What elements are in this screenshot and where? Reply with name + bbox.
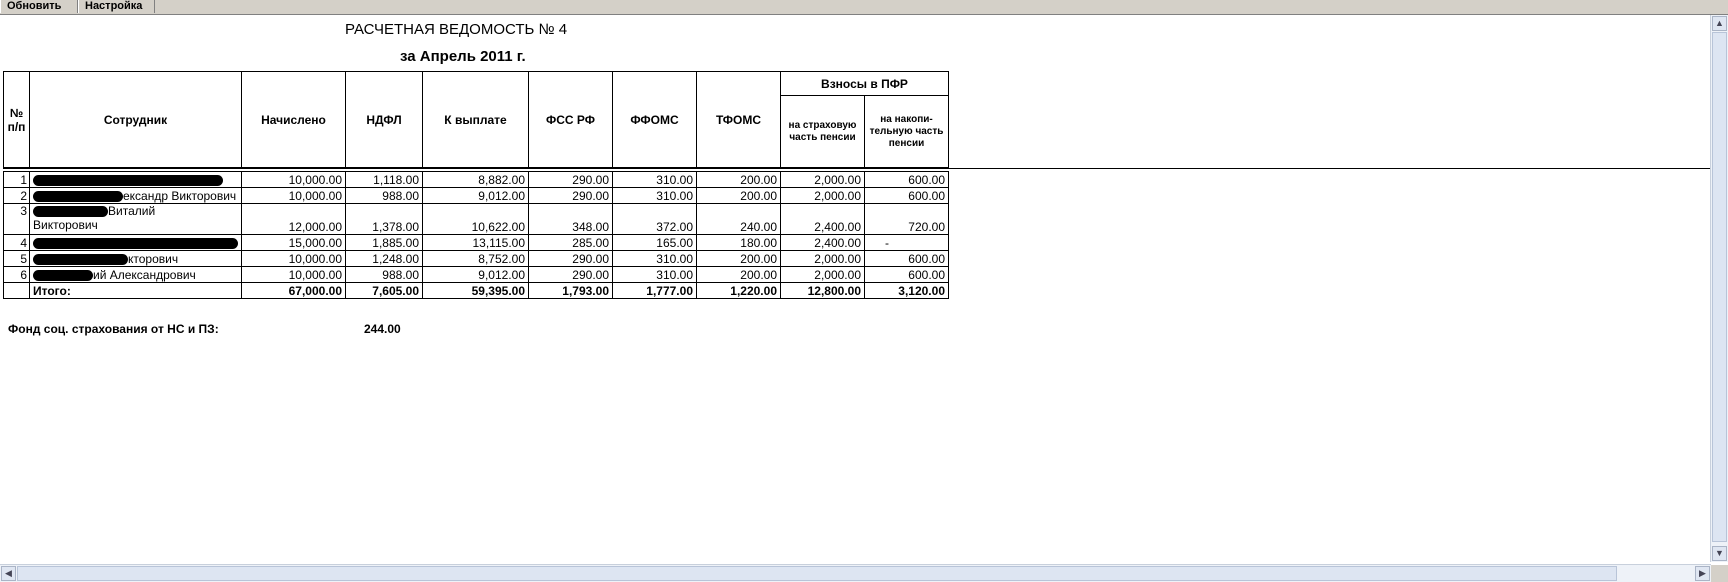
employee-name-part: Виталий: [108, 204, 156, 218]
cell-ffoms: 310.00: [613, 267, 697, 283]
refresh-button[interactable]: Обновить: [0, 0, 78, 13]
cell-accrued: 15,000.00: [242, 235, 346, 251]
redaction-mark: [33, 191, 123, 202]
row-index: 3: [4, 204, 30, 235]
scroll-corner: [1711, 565, 1728, 582]
employee-name: [30, 172, 242, 188]
col-pfr-insurance-header: на страховую часть пенсии: [781, 96, 865, 168]
horizontal-scrollbar[interactable]: [0, 564, 1711, 582]
redaction-mark: [33, 175, 223, 186]
employee-name: [30, 267, 242, 283]
redaction-mark: [33, 238, 238, 249]
total-pfr-funded: 3,120.00: [865, 283, 949, 299]
employee-name: [30, 235, 242, 251]
col-pfr-funded-header: на накопи-тельную часть пенсии: [865, 96, 949, 168]
cell-ffoms: 165.00: [613, 235, 697, 251]
cell-fss: 290.00: [529, 188, 613, 204]
table-row: [4, 204, 949, 235]
cell-pfr-funded: -: [865, 235, 949, 251]
row-index: 5: [4, 251, 30, 267]
report-title: РАСЧЕТНАЯ ВЕДОМОСТЬ № 4: [345, 21, 568, 38]
table-row: [4, 251, 949, 267]
cell-ffoms: 372.00: [613, 204, 697, 235]
col-ndfl-header: НДФЛ: [346, 72, 423, 168]
cell-pfr-funded: 600.00: [865, 251, 949, 267]
total-ffoms: 1,777.00: [613, 283, 697, 299]
cell-pfr-insurance: 2,400.00: [781, 204, 865, 235]
cell-payout: 8,882.00: [423, 172, 529, 188]
total-accrued: 67,000.00: [242, 283, 346, 299]
cell-ndfl: 988.00: [346, 267, 423, 283]
cell-accrued: 10,000.00: [242, 172, 346, 188]
cell-pfr-funded: 720.00: [865, 204, 949, 235]
settings-button[interactable]: Настройка: [78, 0, 155, 13]
row-index: 1: [4, 172, 30, 188]
table-row: [4, 188, 949, 204]
cell-fss: 290.00: [529, 172, 613, 188]
cell-ndfl: 1,118.00: [346, 172, 423, 188]
cell-tfoms: 240.00: [697, 204, 781, 235]
toolbar: [0, 0, 1728, 15]
cell-ndfl: 988.00: [346, 188, 423, 204]
cell-ndfl: 1,378.00: [346, 204, 423, 235]
col-tfoms-header: ТФОМС: [697, 72, 781, 168]
arrow-right-icon[interactable]: ▶: [1695, 566, 1710, 581]
cell-payout: 10,622.00: [423, 204, 529, 235]
cell-tfoms: 200.00: [697, 267, 781, 283]
cell-pfr-insurance: 2,000.00: [781, 251, 865, 267]
cell-accrued: 10,000.00: [242, 267, 346, 283]
cell-ffoms: 310.00: [613, 188, 697, 204]
redaction-mark: [33, 270, 93, 281]
col-employee-header: Сотрудник: [30, 72, 242, 168]
cell-accrued: 10,000.00: [242, 188, 346, 204]
cell-pfr-funded: 600.00: [865, 188, 949, 204]
row-index: 4: [4, 235, 30, 251]
employee-name-part: ександр Викторович: [123, 188, 237, 203]
col-accrued-header: Начислено: [242, 72, 346, 168]
cell-payout: 8,752.00: [423, 251, 529, 267]
total-payout: 59,395.00: [423, 283, 529, 299]
row-index: 6: [4, 267, 30, 283]
employee-name-part: Викторович: [33, 218, 98, 232]
arrow-up-icon[interactable]: ▲: [1712, 16, 1727, 31]
cell-fss: 285.00: [529, 235, 613, 251]
employee-name: [30, 251, 242, 267]
cell-fss: 290.00: [529, 251, 613, 267]
table-row: [4, 235, 949, 251]
total-row: [4, 283, 949, 299]
table-row: [4, 172, 949, 188]
row-index: 2: [4, 188, 30, 204]
vertical-scroll-thumb[interactable]: [1712, 32, 1727, 542]
total-tfoms: 1,220.00: [697, 283, 781, 299]
col-payout-header: К выплате: [423, 72, 529, 168]
col-fss-header: ФСС РФ: [529, 72, 613, 168]
cell-ndfl: 1,885.00: [346, 235, 423, 251]
cell-payout: 13,115.00: [423, 235, 529, 251]
total-pfr-insurance: 12,800.00: [781, 283, 865, 299]
cell-ffoms: 310.00: [613, 251, 697, 267]
employee-name-part: кторович: [128, 251, 179, 266]
cell-tfoms: 180.00: [697, 235, 781, 251]
redaction-mark: [33, 206, 108, 217]
employee-name-part: ий Александрович: [93, 267, 196, 282]
total-ndfl: 7,605.00: [346, 283, 423, 299]
fond-label: Фонд соц. страхования от НС и ПЗ:: [8, 322, 219, 336]
cell-pfr-insurance: 2,000.00: [781, 188, 865, 204]
report-period: за Апрель 2011 г.: [400, 48, 526, 65]
table-row: [4, 267, 949, 283]
employee-name: [30, 188, 242, 204]
cell-fss: 348.00: [529, 204, 613, 235]
cell-fss: 290.00: [529, 267, 613, 283]
total-label: Итого:: [30, 283, 242, 299]
cell-payout: 9,012.00: [423, 188, 529, 204]
employee-name: [30, 204, 242, 235]
arrow-left-icon[interactable]: ◀: [1, 566, 16, 581]
vertical-scrollbar[interactable]: [1710, 15, 1728, 562]
divider: [3, 168, 1710, 169]
cell-ndfl: 1,248.00: [346, 251, 423, 267]
cell-payout: 9,012.00: [423, 267, 529, 283]
cell-tfoms: 200.00: [697, 251, 781, 267]
redaction-mark: [33, 254, 128, 265]
cell-pfr-funded: 600.00: [865, 172, 949, 188]
cell-pfr-funded: 600.00: [865, 267, 949, 283]
cell-pfr-insurance: 2,000.00: [781, 172, 865, 188]
cell-accrued: 12,000.00: [242, 204, 346, 235]
cell-ffoms: 310.00: [613, 172, 697, 188]
fond-value: 244.00: [364, 322, 401, 336]
cell-tfoms: 200.00: [697, 172, 781, 188]
cell-accrued: 10,000.00: [242, 251, 346, 267]
total-fss: 1,793.00: [529, 283, 613, 299]
cell-pfr-insurance: 2,400.00: [781, 235, 865, 251]
horizontal-scroll-thumb[interactable]: [17, 566, 1617, 581]
payroll-table: [3, 71, 949, 299]
col-num-header: № п/п: [4, 72, 30, 168]
col-pfr-group-header: Взносы в ПФР: [781, 72, 949, 96]
arrow-down-icon[interactable]: ▼: [1712, 546, 1727, 561]
cell-tfoms: 200.00: [697, 188, 781, 204]
col-ffoms-header: ФФОМС: [613, 72, 697, 168]
cell-pfr-insurance: 2,000.00: [781, 267, 865, 283]
